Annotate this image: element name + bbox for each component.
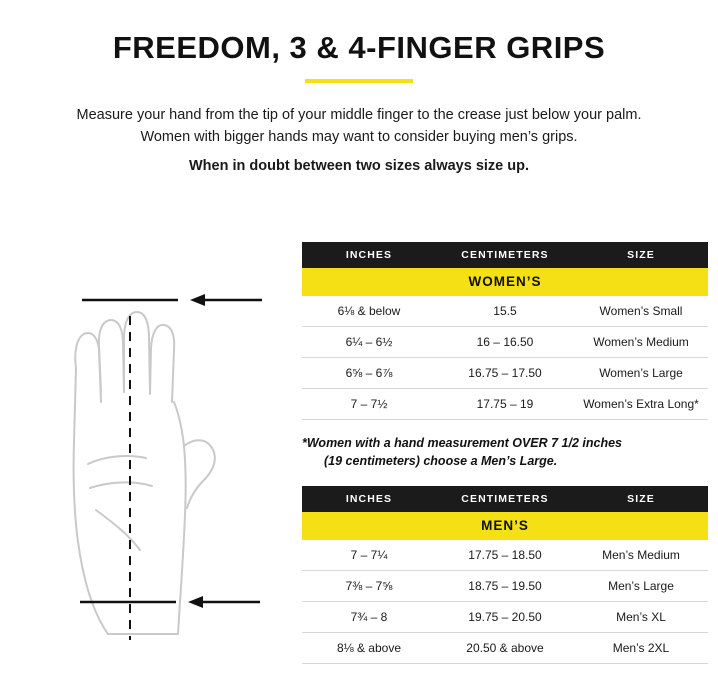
mens-band-label: MEN’S <box>302 512 708 540</box>
table-row <box>302 602 708 633</box>
arrow-left-icon-top <box>190 294 262 306</box>
intro-bold-line: When in doubt between two sizes always size up. <box>189 157 529 174</box>
intro-line-2: Women with bigger hands may want to consider buying men’s grips. <box>140 129 578 146</box>
cell-centimeters: 20.50 & above <box>436 633 574 664</box>
cell-centimeters: 18.75 – 19.50 <box>436 571 574 602</box>
womens-col-inches: INCHES <box>302 242 436 268</box>
table-row <box>302 571 708 602</box>
cell-centimeters: 16.75 – 17.50 <box>436 358 574 389</box>
cell-size: Women’s Extra Long* <box>574 389 708 420</box>
cell-inches: 6⅝ – 6⅞ <box>302 358 436 389</box>
cell-centimeters: 19.75 – 20.50 <box>436 602 574 633</box>
title-underline-rule <box>305 79 413 83</box>
intro-text <box>29 104 689 177</box>
table-row <box>302 358 708 389</box>
cell-centimeters: 17.75 – 19 <box>436 389 574 420</box>
footnote-line-1: *Women with a hand measurement OVER 7 1/2 inches <box>302 436 623 450</box>
cell-size: Women’s Large <box>574 358 708 389</box>
cell-size: Men’s Medium <box>574 540 708 571</box>
mens-size-table <box>302 486 708 664</box>
hand-diagram-svg <box>0 242 302 662</box>
arrow-left-icon-bottom <box>188 596 260 608</box>
cell-inches: 8⅛ & above <box>302 633 436 664</box>
cell-inches: 6¼ – 6½ <box>302 327 436 358</box>
cell-size: Women’s Small <box>574 296 708 327</box>
mens-col-inches: INCHES <box>302 486 436 512</box>
womens-band-label: WOMEN’S <box>302 268 708 296</box>
size-chart-page <box>0 30 718 682</box>
cell-size: Women’s Medium <box>574 327 708 358</box>
cell-size: Men’s 2XL <box>574 633 708 664</box>
table-row <box>302 327 708 358</box>
mens-band-row <box>302 512 708 540</box>
tables-column <box>302 242 718 664</box>
cell-inches: 7¾ – 8 <box>302 602 436 633</box>
content-area <box>0 242 718 664</box>
cell-centimeters: 17.75 – 18.50 <box>436 540 574 571</box>
footnote-line-2: (19 centimeters) choose a Men’s Large. <box>324 454 558 469</box>
womens-table-header <box>302 242 708 268</box>
womens-col-centimeters: CENTIMETERS <box>436 242 574 268</box>
womens-footnote <box>302 434 718 470</box>
cell-inches: 7⅜ – 7⅝ <box>302 571 436 602</box>
intro-line-1: Measure your hand from the tip of your middle finger to the crease just below your palm. <box>76 107 642 123</box>
page-title: FREEDOM, 3 & 4-FINGER GRIPS <box>112 30 606 65</box>
cell-inches: 6⅛ & below <box>302 296 436 327</box>
mens-table-header <box>302 486 708 512</box>
table-row <box>302 540 708 571</box>
womens-col-size: SIZE <box>574 242 708 268</box>
cell-centimeters: 15.5 <box>436 296 574 327</box>
cell-size: Men’s Large <box>574 571 708 602</box>
mens-col-size: SIZE <box>574 486 708 512</box>
cell-centimeters: 16 – 16.50 <box>436 327 574 358</box>
mens-col-centimeters: CENTIMETERS <box>436 486 574 512</box>
table-row <box>302 389 708 420</box>
hand-illustration <box>0 242 302 662</box>
womens-size-table <box>302 242 708 420</box>
mens-table-body <box>302 540 708 664</box>
cell-inches: 7 – 7¼ <box>302 540 436 571</box>
cell-inches: 7 – 7½ <box>302 389 436 420</box>
table-row <box>302 296 708 327</box>
table-row <box>302 633 708 664</box>
womens-band-row <box>302 268 708 296</box>
cell-size: Men’s XL <box>574 602 708 633</box>
womens-table-body <box>302 296 708 420</box>
